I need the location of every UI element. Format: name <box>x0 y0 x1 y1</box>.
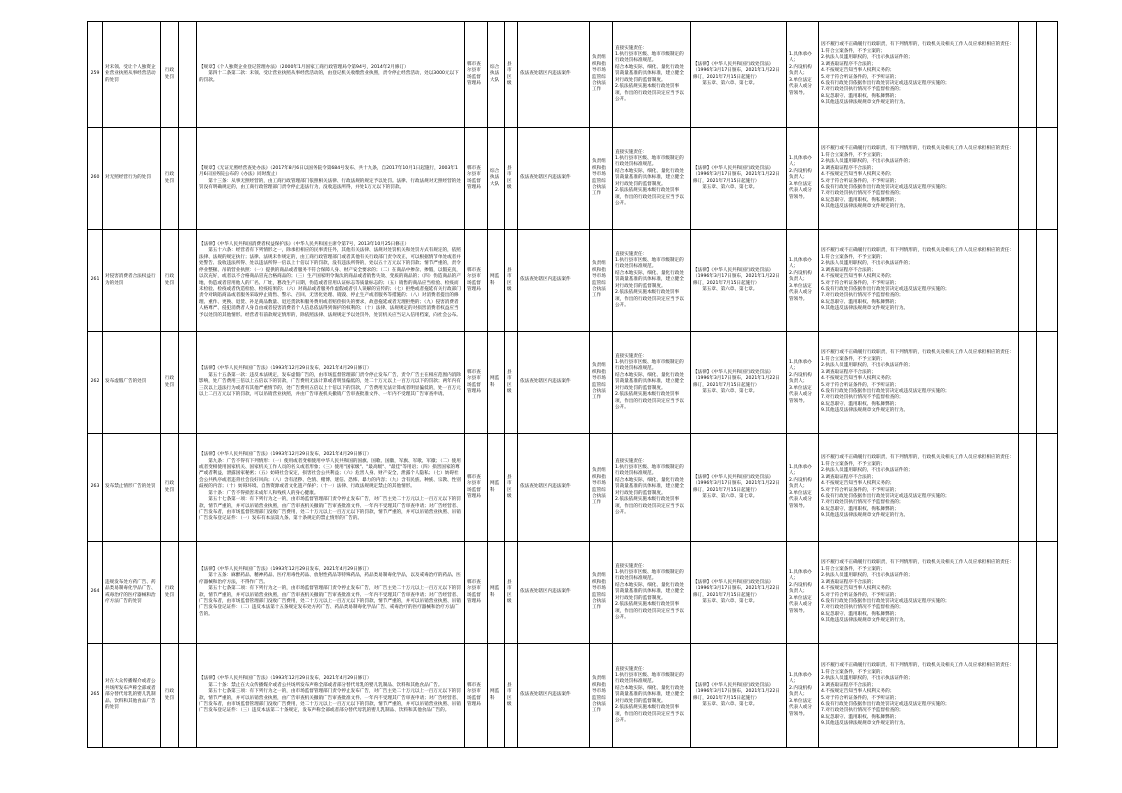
blank-cell <box>1037 644 1058 748</box>
table-row <box>88 644 1058 748</box>
enforcement-body: 网监科 <box>488 332 505 434</box>
responsibility: 负责组织和指导市场监管综合执法工作 <box>590 434 613 542</box>
scope: 依法查处辖区内违法案件 <box>518 332 590 434</box>
item-type: 行政处罚 <box>161 128 179 230</box>
blank-cell <box>1019 128 1037 230</box>
enforcement-body: 网监科 <box>488 542 505 644</box>
procedure-basis: 【法律】《中华人民共和国行政处罚法》（1996年3月17日颁布，2021年1月22日修订，2021年7月15日起施行） 第五章、第六章、第七章。 <box>691 644 787 748</box>
item-type: 行政处罚 <box>161 644 179 748</box>
department: 郸市查尔县市场监督管理局 <box>465 542 488 644</box>
duty-details: 直接实施责任： 1.执行县市区级、地市市级制定的行政处罚标准规范。 结合本地实际，细化、量化行政处罚裁量基准的具体标准，建立健全对行政处罚的监督制度。 2.依法依规实施本级行政处罚事项，作出的行政处罚决定应当予以公开。 <box>613 542 691 644</box>
legal-basis: 【法律】《中华人民共和国消费者权益保护法》（中华人民共和国主席令第7号，2013年10月25日修正） 第五十六条：经营者有下列情形之一，除承担相应的民事责任外，其他有关法律、法规对处罚机关和处罚方式有规定的，依照法律、法规的规定执行；法律、法规未作规定的，由工商行政管理部门或者其他有关行政部门责令改正，可以根据情节单处或者并处警告、没收违法所得、处以违法所得一倍以上十倍以下的罚款，没有违法所得的，处以五十万元以下的罚款；情节严重的，责令停业整顿、吊销营业执照：（一）提供的商品或者服务不符合保障人身、财产安全要求的；（二）在商品中掺杂、掺假，以假充真，以次充好，或者以不合格商品冒充合格商品的；（三）生产国家明令淘汰的商品或者销售失效、变质的商品的；（四）伪造商品的产地，伪造或者冒用他人的厂名、厂址，篡改生产日期，伪造或者冒用认证标志等质量标志的；（五）销售的商品应当检验、检疫而未检验、检疫或者伪造检验、检疫结果的；（六）对商品或者服务作虚假或者引人误解的宣传的；（七）拒绝或者拖延有关行政部门责令对缺陷商品或者服务采取停止销售、警示、召回、无害化处理、销毁、停止生产或者服务等措施的；（八）对消费者提出的修理、重作、更换、退货、补足商品数量、退还货款和服务费用或者赔偿损失的要求，故意拖延或者无理拒绝的；（九）侵害消费者人格尊严、侵犯消费者人身自由或者侵害消费者个人信息依法得到保护的权利的；（十）法律、法规规定的对损害消费者权益应当予以处罚的其他情形。经营者有前款规定情形的，除依照法律、法规规定予以处罚外，处罚机关应当记入信用档案，向社会公布。 <box>197 230 465 332</box>
table-row <box>88 230 1058 332</box>
accountability: 因不履行或不正确履行行政职责，有下列情形的，行政机关及相关工作人员应承担相应的责任： 1.符合立案条件，不予立案的； 2.执法人员滥用职权的，不出示执法证件的； 3.调查取证程序不合法的； 4.不按规定告知当事人权利义务的； 5.对于符合听证条件的，不予听证的； 6.没有行政处罚依据作出行政处罚决定或违反法定程序实施的； 7.对行政处罚执行情况不予监督检查的； 8.玩忽职守、滥用职权、徇私舞弊的； 9.其他违反法律法规规章文件规定的行为。 <box>819 128 1019 230</box>
item-type: 行政处罚 <box>161 230 179 332</box>
scope: 依法查处辖区内违法案件 <box>518 542 590 644</box>
table-row <box>88 128 1058 230</box>
enforcement-body: 网监科 <box>488 230 505 332</box>
blank-cell <box>179 332 197 434</box>
legal-basis: 【规章】《无证无照经营查处办法》（2017年8月6日以国务院令第684号发布、共十九条，自2017年10月1日起施行，2003年1月6日国务院公布的《办法》同时废止） 第十三条：从事无照经营的，由工商行政管理部门依照相关法律、行政法规的规定予以处罚。法律、行政法规对无照经营的处罚没有明确规定的，由工商行政管理部门责令停止违法行为，没收违法所得，并处1万元以下的罚款。 <box>197 128 465 230</box>
blank-cell <box>1037 22 1058 128</box>
blank-cell <box>179 644 197 748</box>
admin-level: 县市区级 <box>505 22 518 128</box>
scope: 依法查处辖区内违法案件 <box>518 644 590 748</box>
admin-level: 县市区级 <box>505 128 518 230</box>
executors: 1.具体承办人； 2.内设机构负责人； 3.单位法定代表人或分管领导。 <box>787 542 819 644</box>
executors: 1.具体承办人； 2.内设机构负责人； 3.单位法定代表人或分管领导。 <box>787 128 819 230</box>
item-name: 对侵害消费者合法权益行为的处罚 <box>103 230 161 332</box>
blank-cell <box>179 128 197 230</box>
row-number: 262 <box>88 332 103 434</box>
responsibility: 负责组织和指导市场监管综合执法工作 <box>590 128 613 230</box>
enforcement-body: 网监科 <box>488 644 505 748</box>
blank-cell <box>1037 230 1058 332</box>
responsibility: 负责组织和指导市场监管综合执法工作 <box>590 230 613 332</box>
admin-level: 县市区级 <box>505 644 518 748</box>
responsibility: 负责组织和指导市场监管综合执法工作 <box>590 22 613 128</box>
executors: 1.具体承办人； 2.内设机构负责人； 3.单位法定代表人或分管领导。 <box>787 22 819 128</box>
row-number: 259 <box>88 22 103 128</box>
legal-basis: 【法律】《中华人民共和国广告法》（1993年12月29日发布，2021年4月29日修订） 第五十五条第一款：违反本法规定，发布虚假广告的，由市场监督管理部门责令停止发布广告，责令广告主在相应范围内消除影响，处广告费用三倍以上五倍以下的罚款，广告费用无法计算或者明显偏低的，处二十万元以上一百万元以下的罚款；两年内有三次以上违法行为或者有其他严重情节的，处广告费用五倍以上十倍以下的罚款，广告费用无法计算或者明显偏低的，处一百万元以上二百万元以下的罚款，可以吊销营业执照，并由广告审查机关撤销广告审查批准文件、一年内不受理其广告审查申请。 <box>197 332 465 434</box>
duty-details: 直接实施责任： 1.执行县市区级、地市市级制定的行政处罚标准规范。 结合本地实际，细化、量化行政处罚裁量基准的具体标准，建立健全对行政处罚的监督制度。 2.依法依规实施本级行政处罚事项，作出的行政处罚决定应当予以公开。 <box>613 644 691 748</box>
procedure-basis: 【法律】《中华人民共和国行政处罚法》（1996年3月17日颁布，2021年1月22日修订，2021年7月15日起施行） 第五章、第六章、第七章。 <box>691 332 787 434</box>
department: 郸市查尔县市场监督管理局 <box>465 644 488 748</box>
responsibility: 负责组织和指导市场监管综合执法工作 <box>590 644 613 748</box>
blank-cell <box>1019 332 1037 434</box>
blank-cell <box>1019 542 1037 644</box>
enforcement-body: 综合执法大队 <box>488 128 505 230</box>
duty-details: 直接实施责任： 1.执行县市区级、地市市级制定的行政处罚标准规范。 结合本地实际，细化、量化行政处罚裁量基准的具体标准，建立健全对行政处罚的监督制度。 2.依法依规实施本级行政处罚事项，作出的行政处罚决定应当予以公开。 <box>613 230 691 332</box>
procedure-basis: 【法律】《中华人民共和国行政处罚法》（1996年3月17日颁布，2021年1月22日修订，2021年7月15日起施行） 第五章、第六章、第七章。 <box>691 542 787 644</box>
procedure-basis: 【法律】《中华人民共和国行政处罚法》（1996年3月17日颁布，2021年1月22日修订，2021年7月15日起施行） 第五章、第六章、第七章。 <box>691 22 787 128</box>
responsibility: 负责组织和指导市场监管综合执法工作 <box>590 542 613 644</box>
table-row <box>88 332 1058 434</box>
item-name: 发布虚假广告的处罚 <box>103 332 161 434</box>
department: 郸市查尔县市场监督管理局 <box>465 332 488 434</box>
department: 郸市查尔县市场监督管理局 <box>465 230 488 332</box>
admin-level: 县市区级 <box>505 230 518 332</box>
item-type: 行政处罚 <box>161 542 179 644</box>
procedure-basis: 【法律】《中华人民共和国行政处罚法》（1996年3月17日颁布，2021年1月22日修订，2021年7月15日起施行） 第五章、第六章、第七章。 <box>691 434 787 542</box>
scope: 依法查处辖区内违法案件 <box>518 128 590 230</box>
blank-cell <box>1037 332 1058 434</box>
accountability: 因不履行或不正确履行行政职责，有下列情形的，行政机关及相关工作人员应承担相应的责任： 1.符合立案条件，不予立案的； 2.执法人员滥用职权的，不出示执法证件的； 3.调查取证程序不合法的； 4.不按规定告知当事人权利义务的； 5.对于符合听证条件的，不予听证的； 6.没有行政处罚依据作出行政处罚决定或违反法定程序实施的； 7.对行政处罚执行情况不予监督检查的； 8.玩忽职守、滥用职权、徇私舞弊的； 9.其他违反法律法规规章文件规定的行为。 <box>819 644 1019 748</box>
department: 郸市查尔县市场监督管理局 <box>465 22 488 128</box>
row-number: 265 <box>88 644 103 748</box>
procedure-basis: 【法律】《中华人民共和国行政处罚法》（1996年3月17日颁布，2021年1月22日修订，2021年7月15日起施行） 第五章、第六章、第七章。 <box>691 128 787 230</box>
item-name: 对在大众传播媒介或者公共场所发布声称全部或者部分替代母乳的婴儿乳制品、饮料和其他食品广告的处罚 <box>103 644 161 748</box>
executors: 1.具体承办人； 2.内设机构负责人； 3.单位法定代表人或分管领导。 <box>787 230 819 332</box>
blank-cell <box>1037 434 1058 542</box>
blank-cell <box>1019 434 1037 542</box>
enforcement-body: 网监科 <box>488 434 505 542</box>
row-number: 263 <box>88 434 103 542</box>
item-name: 对无照经营行为的处罚 <box>103 128 161 230</box>
accountability: 因不履行或不正确履行行政职责，有下列情形的，行政机关及相关工作人员应承担相应的责任： 1.符合立案条件，不予立案的； 2.执法人员滥用职权的，不出示执法证件的； 3.调查取证程序不合法的； 4.不按规定告知当事人权利义务的； 5.对于符合听证条件的，不予听证的； 6.没有行政处罚依据作出行政处罚决定或违反法定程序实施的； 7.对行政处罚执行情况不予监督检查的； 8.玩忽职守、滥用职权、徇私舞弊的； 9.其他违反法律法规规章文件规定的行为。 <box>819 332 1019 434</box>
duty-details: 直接实施责任： 1.执行县市区级、地市市级制定的行政处罚标准规范。 结合本地实际，细化、量化行政处罚裁量基准的具体标准，建立健全对行政处罚的监督制度。 2.依法依规实施本级行政处罚事项，作出的行政处罚决定应当予以公开。 <box>613 332 691 434</box>
item-name: 违规发布处方药广告、药品类易制毒化学品广告、戒毒治疗的医疗器械和治疗方法广告的处罚 <box>103 542 161 644</box>
legal-basis: 【法律】《中华人民共和国广告法》（1993年12月29日发布，2021年4月29日修订） 第二十条：禁止在大众传播媒介或者公共场所发布声称全部或者部分替代母乳的婴儿乳制品、饮料和其他食品广告。 第五十七条第三项：有下列行为之一的，由市场监督管理部门责令停止发布广告，对广告主处二十万元以上一百万元以下的罚款，情节严重的，并可以吊销营业执照，由广告审查机关撤销广告审查批准文件、一年内不受理其广告审查申请；对广告经营者、广告发布者，由市场监督管理部门没收广告费用，处二十万元以上一百万元以下的罚款，情节严重的，并可以吊销营业执照、吊销广告发布登记证件：（三）违反本法第二十条规定，发布声称全部或者部分替代母乳的婴儿乳制品、饮料和其他食品广告的。 <box>197 644 465 748</box>
admin-level: 县市区级 <box>505 434 518 542</box>
blank-cell <box>179 542 197 644</box>
item-type: 行政处罚 <box>161 434 179 542</box>
duty-details: 直接实施责任： 1.执行县市区级、地市市级制定的行政处罚标准规范。 结合本地实际，细化、量化行政处罚裁量基准的具体标准，建立健全对行政处罚的监督制度。 2.依法依规实施本级行政处罚事项，作出的行政处罚决定应当予以公开。 <box>613 128 691 230</box>
legal-basis: 【规章】《个人独资企业登记管理办法》（2000年1月国家工商行政管理局令第94号，2014年2月修订） 第四十二条第二款：未领、受让营业执照从事经营活动的，由登记机关收缴营业执照，责令停止经营活动，处以3000元以下的罚款。 <box>197 22 465 128</box>
accountability: 因不履行或不正确履行行政职责，有下列情形的，行政机关及相关工作人员应承担相应的责任： 1.符合立案条件，不予立案的； 2.执法人员滥用职权的，不出示执法证件的； 3.调查取证程序不合法的； 4.不按规定告知当事人权利义务的； 5.对于符合听证条件的，不予听证的； 6.没有行政处罚依据作出行政处罚决定或违反法定程序实施的； 7.对行政处罚执行情况不予监督检查的； 8.玩忽职守、滥用职权、徇私舞弊的； 9.其他违反法律法规规章文件规定的行为。 <box>819 22 1019 128</box>
accountability: 因不履行或不正确履行行政职责，有下列情形的，行政机关及相关工作人员应承担相应的责任： 1.符合立案条件，不予立案的； 2.执法人员滥用职权的，不出示执法证件的； 3.调查取证程序不合法的； 4.不按规定告知当事人权利义务的； 5.对于符合听证条件的，不予听证的； 6.没有行政处罚依据作出行政处罚决定或违反法定程序实施的； 7.对行政处罚执行情况不予监督检查的； 8.玩忽职守、滥用职权、徇私舞弊的； 9.其他违反法律法规规章文件规定的行为。 <box>819 542 1019 644</box>
procedure-basis: 【法律】《中华人民共和国行政处罚法》（1996年3月17日颁布，2021年1月22日修订，2021年7月15日起施行） 第五章、第六章、第七章。 <box>691 230 787 332</box>
row-number: 264 <box>88 542 103 644</box>
accountability: 因不履行或不正确履行行政职责，有下列情形的，行政机关及相关工作人员应承担相应的责任： 1.符合立案条件，不予立案的； 2.执法人员滥用职权的，不出示执法证件的； 3.调查取证程序不合法的； 4.不按规定告知当事人权利义务的； 5.对于符合听证条件的，不予听证的； 6.没有行政处罚依据作出行政处罚决定或违反法定程序实施的； 7.对行政处罚执行情况不予监督检查的； 8.玩忽职守、滥用职权、徇私舞弊的； 9.其他违反法律法规规章文件规定的行为。 <box>819 434 1019 542</box>
legal-basis: 【法律】《中华人民共和国广告法》（1993年12月29日发布，2021年4月29日修订） 第十五条：麻醉药品、精神药品、医疗用毒性药品、放射性药品等特殊药品，药品类易制毒化学品，以及戒毒治疗的药品、医疗器械和治疗方法，不得作广告。 第五十七条第二项：有下列行为之一的，由市场监督管理部门责令停止发布广告，对广告主处二十万元以上一百万元以下的罚款，情节严重的，并可以吊销营业执照，由广告审查机关撤销广告审查批准文件、一年内不受理其广告审查申请；对广告经营者、广告发布者，由市场监督管理部门没收广告费用，处二十万元以上一百万元以下的罚款，情节严重的，并可以吊销营业执照、吊销广告发布登记证件：（二）违反本法第十五条规定发布处方药广告、药品类易制毒化学品广告、戒毒治疗的医疗器械和治疗方法广告的。 <box>197 542 465 644</box>
item-type: 行政处罚 <box>161 332 179 434</box>
blank-cell <box>179 230 197 332</box>
blank-cell <box>1019 230 1037 332</box>
table-row <box>88 542 1058 644</box>
item-type: 行政处罚 <box>161 22 179 128</box>
blank-cell <box>179 434 197 542</box>
scope: 依法查处辖区内违法案件 <box>518 434 590 542</box>
enforcement-table <box>87 21 1058 748</box>
blank-cell <box>1037 128 1058 230</box>
duty-details: 直接实施责任： 1.执行县市区级、地市市级制定的行政处罚标准规范。 结合本地实际，细化、量化行政处罚裁量基准的具体标准，建立健全对行政处罚的监督制度。 2.依法依规实施本级行政处罚事项，作出的行政处罚决定应当予以公开。 <box>613 434 691 542</box>
legal-basis: 【法律】《中华人民共和国广告法》（1993年12月29日发布，2021年4月29日修订） 第九条：广告不得有下列情形：（一）使用或者变相使用中华人民共和国的国旗、国歌、国徽，军旗、军歌、军徽；（二）使用或者变相使用国家机关、国家机关工作人员的名义或者形象；（三）使用"国家级"、"最高级"、"最佳"等用语；（四）损害国家的尊严或者利益，泄露国家秘密；（五）妨碍社会安定，损害社会公共利益；（六）危害人身、财产安全，泄露个人隐私；（七）妨碍社会公共秩序或者违背社会良好风尚；（八）含有淫秽、色情、赌博、迷信、恐怖、暴力的内容；（九）含有民族、种族、宗教、性别歧视的内容；（十）妨碍环境、自然资源或者文化遗产保护；（十一）法律、行政法规规定禁止的其他情形。 第十条：广告不得损害未成年人和残疾人的身心健康。 第五十七条第一项：有下列行为之一的，由市场监督管理部门责令停止发布广告，对广告主处二十万元以上一百万元以下的罚款，情节严重的，并可以吊销营业执照，由广告审查机关撤销广告审查批准文件、一年内不受理其广告审查申请；对广告经营者、广告发布者，由市场监督管理部门没收广告费用，处二十万元以上一百万元以下的罚款，情节严重的，并可以吊销营业执照、吊销广告发布登记证件：（一）发布有本法第九条、第十条规定的禁止情形的广告的。 <box>197 434 465 542</box>
blank-cell <box>1019 644 1037 748</box>
item-name: 对未领、受让个人独资企业营业执照从事经营活动的处罚 <box>103 22 161 128</box>
duty-details: 直接实施责任： 1.执行县市区级、地市市级制定的行政处罚标准规范。 结合本地实际，细化、量化行政处罚裁量基准的具体标准，建立健全对行政处罚的监督制度。 2.依法依规实施本级行政处罚事项，作出的行政处罚决定应当予以公开。 <box>613 22 691 128</box>
table-row <box>88 434 1058 542</box>
blank-cell <box>1019 22 1037 128</box>
row-number: 260 <box>88 128 103 230</box>
admin-level: 县市区级 <box>505 542 518 644</box>
table-row <box>88 22 1058 128</box>
accountability: 因不履行或不正确履行行政职责，有下列情形的，行政机关及相关工作人员应承担相应的责任： 1.符合立案条件，不予立案的； 2.执法人员滥用职权的，不出示执法证件的； 3.调查取证程序不合法的； 4.不按规定告知当事人权利义务的； 5.对于符合听证条件的，不予听证的； 6.没有行政处罚依据作出行政处罚决定或违反法定程序实施的； 7.对行政处罚执行情况不予监督检查的； 8.玩忽职守、滥用职权、徇私舞弊的； 9.其他违反法律法规规章文件规定的行为。 <box>819 230 1019 332</box>
item-name: 发布禁止情形广告的处罚 <box>103 434 161 542</box>
department: 郸市查尔县市场监督管理局 <box>465 434 488 542</box>
enforcement-body: 综合执法大队 <box>488 22 505 128</box>
responsibility: 负责组织和指导市场监管综合执法工作 <box>590 332 613 434</box>
blank-cell <box>179 22 197 128</box>
admin-level: 县市区级 <box>505 332 518 434</box>
executors: 1.具体承办人； 2.内设机构负责人； 3.单位法定代表人或分管领导。 <box>787 644 819 748</box>
scope: 依法查处辖区内违法案件 <box>518 230 590 332</box>
blank-cell <box>1037 542 1058 644</box>
scope: 依法查处辖区内违法案件 <box>518 22 590 128</box>
row-number: 261 <box>88 230 103 332</box>
executors: 1.具体承办人； 2.内设机构负责人； 3.单位法定代表人或分管领导。 <box>787 434 819 542</box>
department: 郸市查尔县市场监督管理局 <box>465 128 488 230</box>
executors: 1.具体承办人； 2.内设机构负责人； 3.单位法定代表人或分管领导。 <box>787 332 819 434</box>
